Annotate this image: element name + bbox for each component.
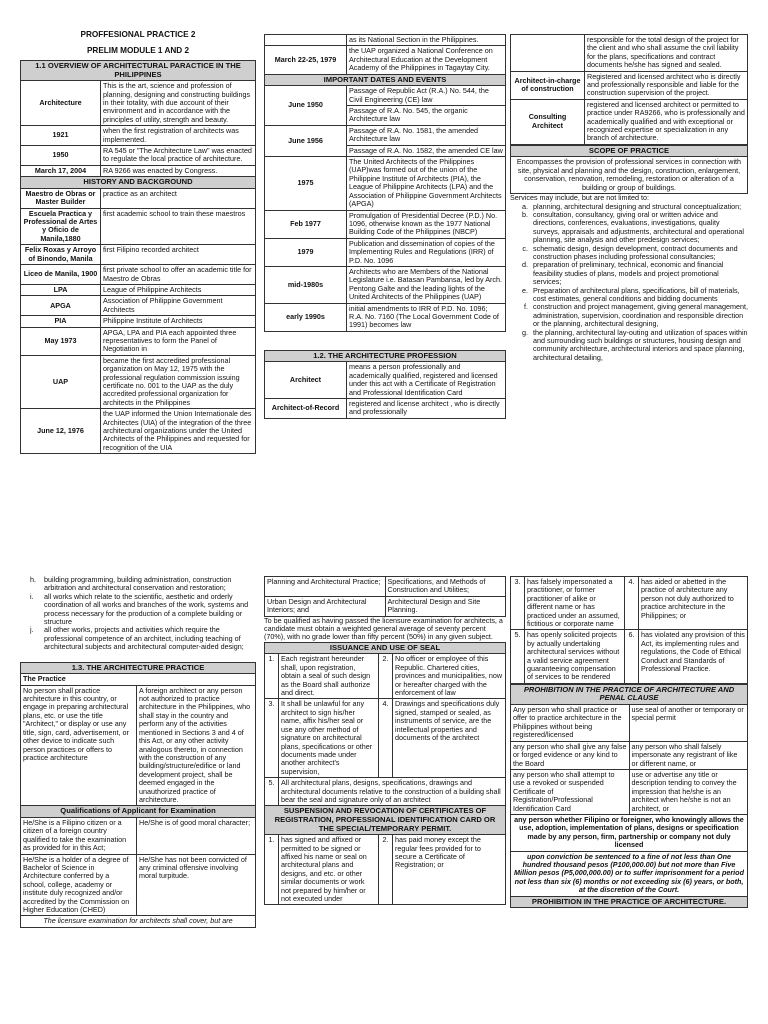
prohibition-row-right: use seal of another or temporary or special permit (629, 705, 748, 742)
date-event: Passage of Republic Act (R.A.) No. 544, the Civil Engineering (CE) law (347, 86, 506, 106)
scope-item: d. preparation of preliminary, technical, economic and financial feasibility studies of plans, models and project promotional services; (530, 261, 748, 286)
practice-right: A foreign architect or any person not authorized to practice architecture in the Philippines, who shall stay in the country and perform any of the activities mentioned in Sections 3 and 4 of this Act, or any other activity analogous thereto, in connection with the construction of any building/structure/edifice or land development project, shall be deemed engaged in the unauthorized practice of architecture. (137, 685, 256, 806)
date-event: Passage of R.A. No. 1582, the amended CE law (347, 145, 506, 156)
event-row-text: as its National Section in the Philippines. (347, 35, 506, 46)
date-label: 1979 (265, 238, 347, 266)
overview-row (21, 81, 256, 126)
history-row (21, 284, 256, 295)
role-row (511, 71, 748, 99)
qualification-row-right: He/She is of good moral character; (137, 817, 256, 854)
date-row (265, 125, 506, 145)
licensure-note: The licensure examination for architects shall cover, but are (21, 916, 256, 927)
subject-row-left: Planning and Architectural Practice; (265, 577, 386, 597)
qualification-row-left: He/She is a holder of a degree of Bachelor of Science in Architecture conferred by a school, college, academy or institute duly recognized and/or accredited by the Commission on Higher Education (CHED) (21, 854, 137, 916)
scope-intro: Encompasses the provision of professional services in connection with site, physical and planning and the design, construction, enlargement, conservation, renovation, remodeling, restoration or alteration of a building or group of buildings. (511, 157, 748, 194)
date-label: June 1950 (265, 86, 347, 126)
date-row (265, 157, 506, 210)
history-row-label: Maestro de Obras or Master Builder (21, 188, 101, 208)
profession-row-label: Architect-of-Record (265, 399, 347, 419)
role-row-text: Registered and licensed architect who is directly and professionally responsible and liable for the construction supervision of the project. (585, 71, 748, 99)
profession-header: 1.2. THE ARCHITECTURE PROFESSION (265, 350, 506, 362)
practice-left: No person shall practice architecture in this country, or engage in preparing architectural plans, etc. or use the title "Architect," or display or use any title, sign, card, advertisement, or other device to indicate such person practices or offers to practice architecture (21, 685, 137, 806)
history-row (21, 265, 256, 285)
date-event: The United Architects of the Philippines (UAP)was formed out of the union of the Philippine Institute of Architects (PIA), the League of Philippine Architects (LPA) and the Association of Philippine Government Architects (APGA) (347, 157, 506, 210)
history-row (21, 409, 256, 454)
history-row-label: Felix Roxas y Arroyo of Binondo, Manila (21, 245, 101, 265)
overview-row (21, 126, 256, 146)
scope-item-letter: i. (30, 591, 34, 601)
role-row (511, 99, 748, 144)
scope-item: f. construction and project management, giving general management, administration, supervision, coordination and responsible direction or the planning, architectural designing, (530, 303, 748, 328)
prohibition-row (511, 769, 748, 814)
prohibition-header: PROHIBITION IN THE PRACTICE OF ARCHITECTURE AND PENAL CLAUSE (511, 684, 748, 704)
practice-table (20, 662, 256, 928)
overview-row-text: This is the art, science and profession of planning, designing and constructing buildings in their totality, with due account of their environment and in accordance with the principles of utility, strength and beauty. (101, 81, 256, 126)
prohibition-row (511, 741, 748, 769)
violation-row-number: 5. (511, 630, 525, 683)
qualification-row-left: He/She is a Filipino citizen or a citizen of a foreign country qualified to take the examination as provided for in this Act; (21, 817, 137, 854)
violation-row-number: 3. (511, 577, 525, 630)
scope-table (510, 145, 748, 194)
date-event: Publication and dissemination of copies of the Implementing Rules and Regulations (IRR) of P.D. No. 1096 (347, 238, 506, 266)
event-row (265, 35, 506, 46)
practice-header: 1.3. THE ARCHITECTURE PRACTICE (21, 662, 256, 674)
history-row-label: June 12, 1976 (21, 409, 101, 454)
scope-item: b. consultation, consultancy, giving oral or written advice and directions, conferences, evaluations, investigations, quality surveys, appraisals and adjustments, architectural and operational planning, site analysis and other predesign services; (530, 211, 748, 245)
overview-row-text: RA 9266 was enacted by Congress. (101, 165, 256, 176)
history-row-label: UAP (21, 355, 101, 408)
history-row-label: Liceo de Manila, 1900 (21, 265, 101, 285)
prohibition-last-header: PROHIBITION IN THE PRACTICE OF ARCHITECTURE. (511, 896, 748, 908)
scope-item-text: all other works, projects and activities which require the professional competence of an architect, including teaching of architectural subjects and architectural computer-aided design; (44, 625, 244, 652)
date-label: mid-1980s (265, 266, 347, 303)
profession-row-text: registered and license architect , who is directly and professionally (347, 399, 506, 419)
subjects-table (264, 576, 506, 617)
date-label: 1975 (265, 157, 347, 210)
prohibition-row-right: any person who shall falsely impersonate any registrant of like or different name, or (629, 741, 748, 769)
dates-table (264, 34, 506, 332)
seal-row (265, 654, 506, 699)
profession-row-text: means a person professionally and academically qualified, registered and licensed under this act with a Certificate of Registration and Professional Identification Card (347, 362, 506, 399)
prohibition-row-right: use or advertise any title or description tending to convey the impression that he/she is an architect when he/she is not an architect, or (629, 769, 748, 814)
event-row (265, 46, 506, 74)
date-row (265, 303, 506, 331)
history-row (21, 245, 256, 265)
role-row-text: registered and licensed architect or permitted to practice under RA9266, who is professionally and academically qualified and with exceptional or recognized expertise or specialization in any branch of architecture. (585, 99, 748, 144)
suspension-row-number: 1. (265, 835, 279, 905)
history-row (21, 296, 256, 316)
history-header: HISTORY AND BACKGROUND (21, 177, 256, 189)
role-row-label: Architect-in-charge of construction (511, 71, 585, 99)
suspension-header: SUSPENSION AND REVOCATION OF CERTIFICATES OF REGISTRATION, PROFESSIONAL IDENTIFICATION CARD OR THE SPECIAL/TEMPORARY PERMIT. (265, 806, 506, 835)
event-row-label (265, 35, 347, 46)
seal-row-number: 3. (265, 699, 279, 778)
overview-row-label: 1921 (21, 126, 101, 146)
profession-row (265, 362, 506, 399)
history-row-label: PIA (21, 316, 101, 327)
bottom-column-2 (264, 576, 506, 1024)
subject-row (265, 596, 506, 616)
seal-row (265, 699, 506, 778)
profession-row-label: Architect (265, 362, 347, 399)
history-row-text: first Filipino recorded architect (101, 245, 256, 265)
history-row (21, 327, 256, 355)
history-row-text: practice as an architect (101, 188, 256, 208)
course-title: PROFFESIONAL PRACTICE 2 (80, 30, 196, 39)
scope-lead: Services may include, but are not limited to: (510, 193, 650, 203)
scope-item-letter: j. (30, 625, 34, 635)
date-label: early 1990s (265, 303, 347, 331)
prohibition-row-left: any person who shall give any false or forged evidence or any kind to the Board (511, 741, 630, 769)
seal-item-number: 5. (265, 778, 279, 806)
date-event: Passage of R.A. No. 545, the organic Architecture law (347, 106, 506, 126)
role-row-text: responsible for the total design of the project for the client and who shall assume the civil liability for the plans, specifications and contract documents he/she has signed and sealed. (585, 35, 748, 72)
history-row-label: APGA (21, 296, 101, 316)
subject-row-right: Architectural Design and Site Planning. (385, 596, 506, 616)
violation-row-text: has falsely impersonated a practitioner, or former practitioner of alike or different name or has practiced under an assumed, fictitious or corporate name (525, 577, 625, 630)
role-row-label: Consulting Architect (511, 99, 585, 144)
overview-row-text: when the first registration of architects was implemented. (101, 126, 256, 146)
overview-row-text: RA 545 or "The Architecture Law" was enacted to regulate the local practice of architecture. (101, 146, 256, 166)
scope-item (30, 593, 256, 627)
prohibition-row-left: Any person who shall practice or offer to practice architecture in the Philippines without being registered/licensed (511, 705, 630, 742)
history-row-text: first private school to offer an academic title for Maestro de Obras (101, 265, 256, 285)
history-row-label: May 1973 (21, 327, 101, 355)
history-row (21, 208, 256, 245)
history-row-text: APGA, LPA and PIA each appointed three representatives to form the Panel of Negotiation in (101, 327, 256, 355)
seal-table (264, 642, 506, 906)
subject-row-left: Urban Design and Architectural Interiors; and (265, 596, 386, 616)
seal-item-5: All architectural plans, designs, specifications, drawings and architectural documents relative to the construction of a building shall bear the seal and signature only of an architect (279, 778, 506, 806)
violation-row-text: has openly solicited projects by actually undertaking architectural services without a valid service agreement guaranteeing compensation of services to be rendered (525, 630, 625, 683)
violation-row (511, 577, 748, 630)
seal-row-text: It shall be unlawful for any architect to sign his/her name, affix his/her seal or use any other method of signature on architectural plans, specifications or other documents made under another architect's supervision, (279, 699, 379, 778)
overview-table (20, 60, 256, 454)
history-row (21, 188, 256, 208)
scope-item (30, 576, 256, 593)
event-row-label: March 22-25, 1979 (265, 46, 347, 74)
date-event: Passage of R.A. No. 1581, the amended Architecture law (347, 125, 506, 145)
seal-row-text: Each registrant hereunder shall, upon registration, obtain a seal of such design as the Board shall authorize and direct. (279, 654, 379, 699)
bottom-column-1 (20, 576, 256, 1024)
overview-row-label: Architecture (21, 81, 101, 126)
seal-row-number: 1. (265, 654, 279, 699)
history-row (21, 355, 256, 408)
scope-item: e. Preparation of architectural plans, specifications, bill of materials, cost estimates, general conditions and bidding documents (530, 287, 748, 304)
subject-row (265, 577, 506, 597)
column-3 (510, 34, 748, 548)
history-row-text: first academic school to train these maestros (101, 208, 256, 245)
profession-table (264, 350, 506, 419)
seal-row-text: Drawings and specifications duly signed, stamped or sealed, as instruments of service, are the intellectual properties and documents of the architect (393, 699, 506, 778)
violation-row-text: has aided or abetted in the practice of architecture any person not duly authorized to practice architecture in the Philippines; or (639, 577, 748, 630)
page-bottom (0, 568, 768, 1024)
history-row (21, 316, 256, 327)
qualification-row-right: He/She has not been convicted of any criminal offensive involving moral turpitude. (137, 854, 256, 916)
history-row-text: Association of Philippine Government Architects (101, 296, 256, 316)
qualification-row (21, 854, 256, 916)
date-label: Feb 1977 (265, 210, 347, 238)
scope-item-text: building programming, building administration, construction arbitration and architectural conservation and restoration; (44, 576, 232, 593)
seal-row-number: 4. (379, 699, 393, 778)
scope-item-letter: h. (30, 576, 36, 584)
qualifications-header: Qualifications of Applicant for Examination (21, 806, 256, 818)
role-row-label (511, 35, 585, 72)
violation-row (511, 630, 748, 683)
dates-header: IMPORTANT DATES AND EVENTS (265, 74, 506, 86)
scope-list-continued (20, 576, 256, 652)
suspension-row-text: has paid money except the regular fees provided for to secure a Certificate of Registration; or (393, 835, 506, 905)
bottom-column-3 (510, 576, 748, 1024)
seal-row-number: 2. (379, 654, 393, 699)
scope-header: SCOPE OF PRACTICE (511, 145, 748, 157)
date-row (265, 210, 506, 238)
event-row-text: the UAP organized a National Conference on Architectural Education at the Development Academy of the Philippines in Tagaytay City. (347, 46, 506, 74)
history-row-label: LPA (21, 284, 101, 295)
history-row-label: Escuela Practica y Professional de Artes y Oficio de Manila,1880 (21, 208, 101, 245)
prohibition-row-left: any person who shall attempt to use a revoked or suspended Certificate of Registration/Professional Identification Card (511, 769, 630, 814)
history-row-text: Philippine Institute of Architects (101, 316, 256, 327)
history-row-text: League of Philippine Architects (101, 284, 256, 295)
date-row (265, 86, 506, 106)
overview-row (21, 146, 256, 166)
suspension-row-text: has signed and affixed or permitted to be signed or affixed his name or seal on architectural plans and designs, and etc. or other similar documents or work not prepared by him/her or not executed under (279, 835, 379, 905)
suspension-row-number: 2. (379, 835, 393, 905)
scope-item: a. planning, architectural designing and structural conceptualization; (530, 203, 748, 211)
violation-row-number: 4. (625, 577, 639, 630)
roles-table (510, 34, 748, 145)
violation-row-number: 6. (625, 630, 639, 683)
date-event: Architects who are Members of the National Legislature i.e. Batasan Pambansa, led by Arch. Pentong Galte and the leading lights of the United Architects of the Philippines (UAP) (347, 266, 506, 303)
scope-item: g. the planning, architectural lay-outing and utilization of spaces within and surrounding such buildings or structures, housing design and community architecture, architectural interiors and space planning, architectural detailing, (530, 329, 748, 363)
violations-table (510, 576, 748, 684)
date-row (265, 266, 506, 303)
overview-row-label: March 17, 2004 (21, 165, 101, 176)
prohibition-row (511, 705, 748, 742)
seal-header: ISSUANCE AND USE OF SEAL (265, 642, 506, 654)
violation-row-text: has violated any provision of this Act, its implementing rules and regulations, the Code of Ethical Conduct and Standards of Professional Practice. (639, 630, 748, 683)
prohibition-wide: any person whether Filipino or foreigner, who knowingly allows the use, adoption, implementation of plans, designs or specification made by any person, firm, partnership or company not duly licensed (511, 814, 748, 851)
date-row (265, 238, 506, 266)
history-row-text: became the first accredited professional organization on May 12, 1975 with the professional regulation commission issuing certificate no. 001 to the UAP as the duly accredited professional organization for architects in the Philippines (101, 355, 256, 408)
page-gap (0, 548, 768, 568)
penalty-clause: upon conviction be sentenced to a fine of not less than One hundred thousand pesos (P100,000.00) but not more than Five Million pesos (P5,000,000.00) or to suffer imprisonment for a period not less than six (6) months or not exceeding six (6) years, or both, at the discretion of the Court. (511, 851, 748, 896)
module-title: PRELIM MODULE 1 AND 2 (86, 46, 190, 55)
scope-list (510, 203, 748, 363)
date-label: June 1956 (265, 125, 347, 156)
seal-row-text: No officer or employee of this Republic. Chartered cities, provinces and municipalities, now or hereafter charged with the enforcement of law (393, 654, 506, 699)
subject-row-right: Specifications, and Methods of Construction and Utilities; (385, 577, 506, 597)
suspension-row (265, 835, 506, 905)
date-event: initial amendments to IRR of P.D. No. 1096; R.A. No. 7160 (The Local Government Code of 1991) becomes law (347, 303, 506, 331)
overview-row (21, 165, 256, 176)
passing-requirement: To be qualified as having passed the licensure examination for architects, a candidate must obtain a weighted general average of seventy percent (70%), with no grade lower than fifty percent (50%) in any given subject. (264, 615, 503, 642)
scope-item (30, 626, 256, 651)
practice-subheader: The Practice (21, 674, 256, 685)
column-1 (20, 30, 256, 548)
overview-row-label: 1950 (21, 146, 101, 166)
history-row-text: the UAP informed the Union Internationale des Architectes (UIA) of the integration of the three architectural organizations under the United Architects of the Philippines and requested for recognition of the UIA (101, 409, 256, 454)
date-event: Promulgation of Presidential Decree (P.D.) No. 1096, otherwise known as the 1977 National Building Code of the Philippines (NBCP) (347, 210, 506, 238)
role-row (511, 35, 748, 72)
scope-item: c. schematic design, design development, contract documents and construction phases including professional consultancies; (530, 245, 748, 262)
profession-row (265, 399, 506, 419)
column-2 (264, 34, 506, 548)
section-1-1-header: 1.1 OVERVIEW OF ARCHITECTURAL PARACTICE IN THE PHILIPPINES (21, 61, 256, 81)
scope-item-text: all works which relate to the scientific, aesthetic and orderly coordination of all works and branches of the work, systems and process necessary for the production of a complete building or structure (44, 591, 249, 627)
qualification-row (21, 817, 256, 854)
prohibition-table (510, 684, 748, 908)
